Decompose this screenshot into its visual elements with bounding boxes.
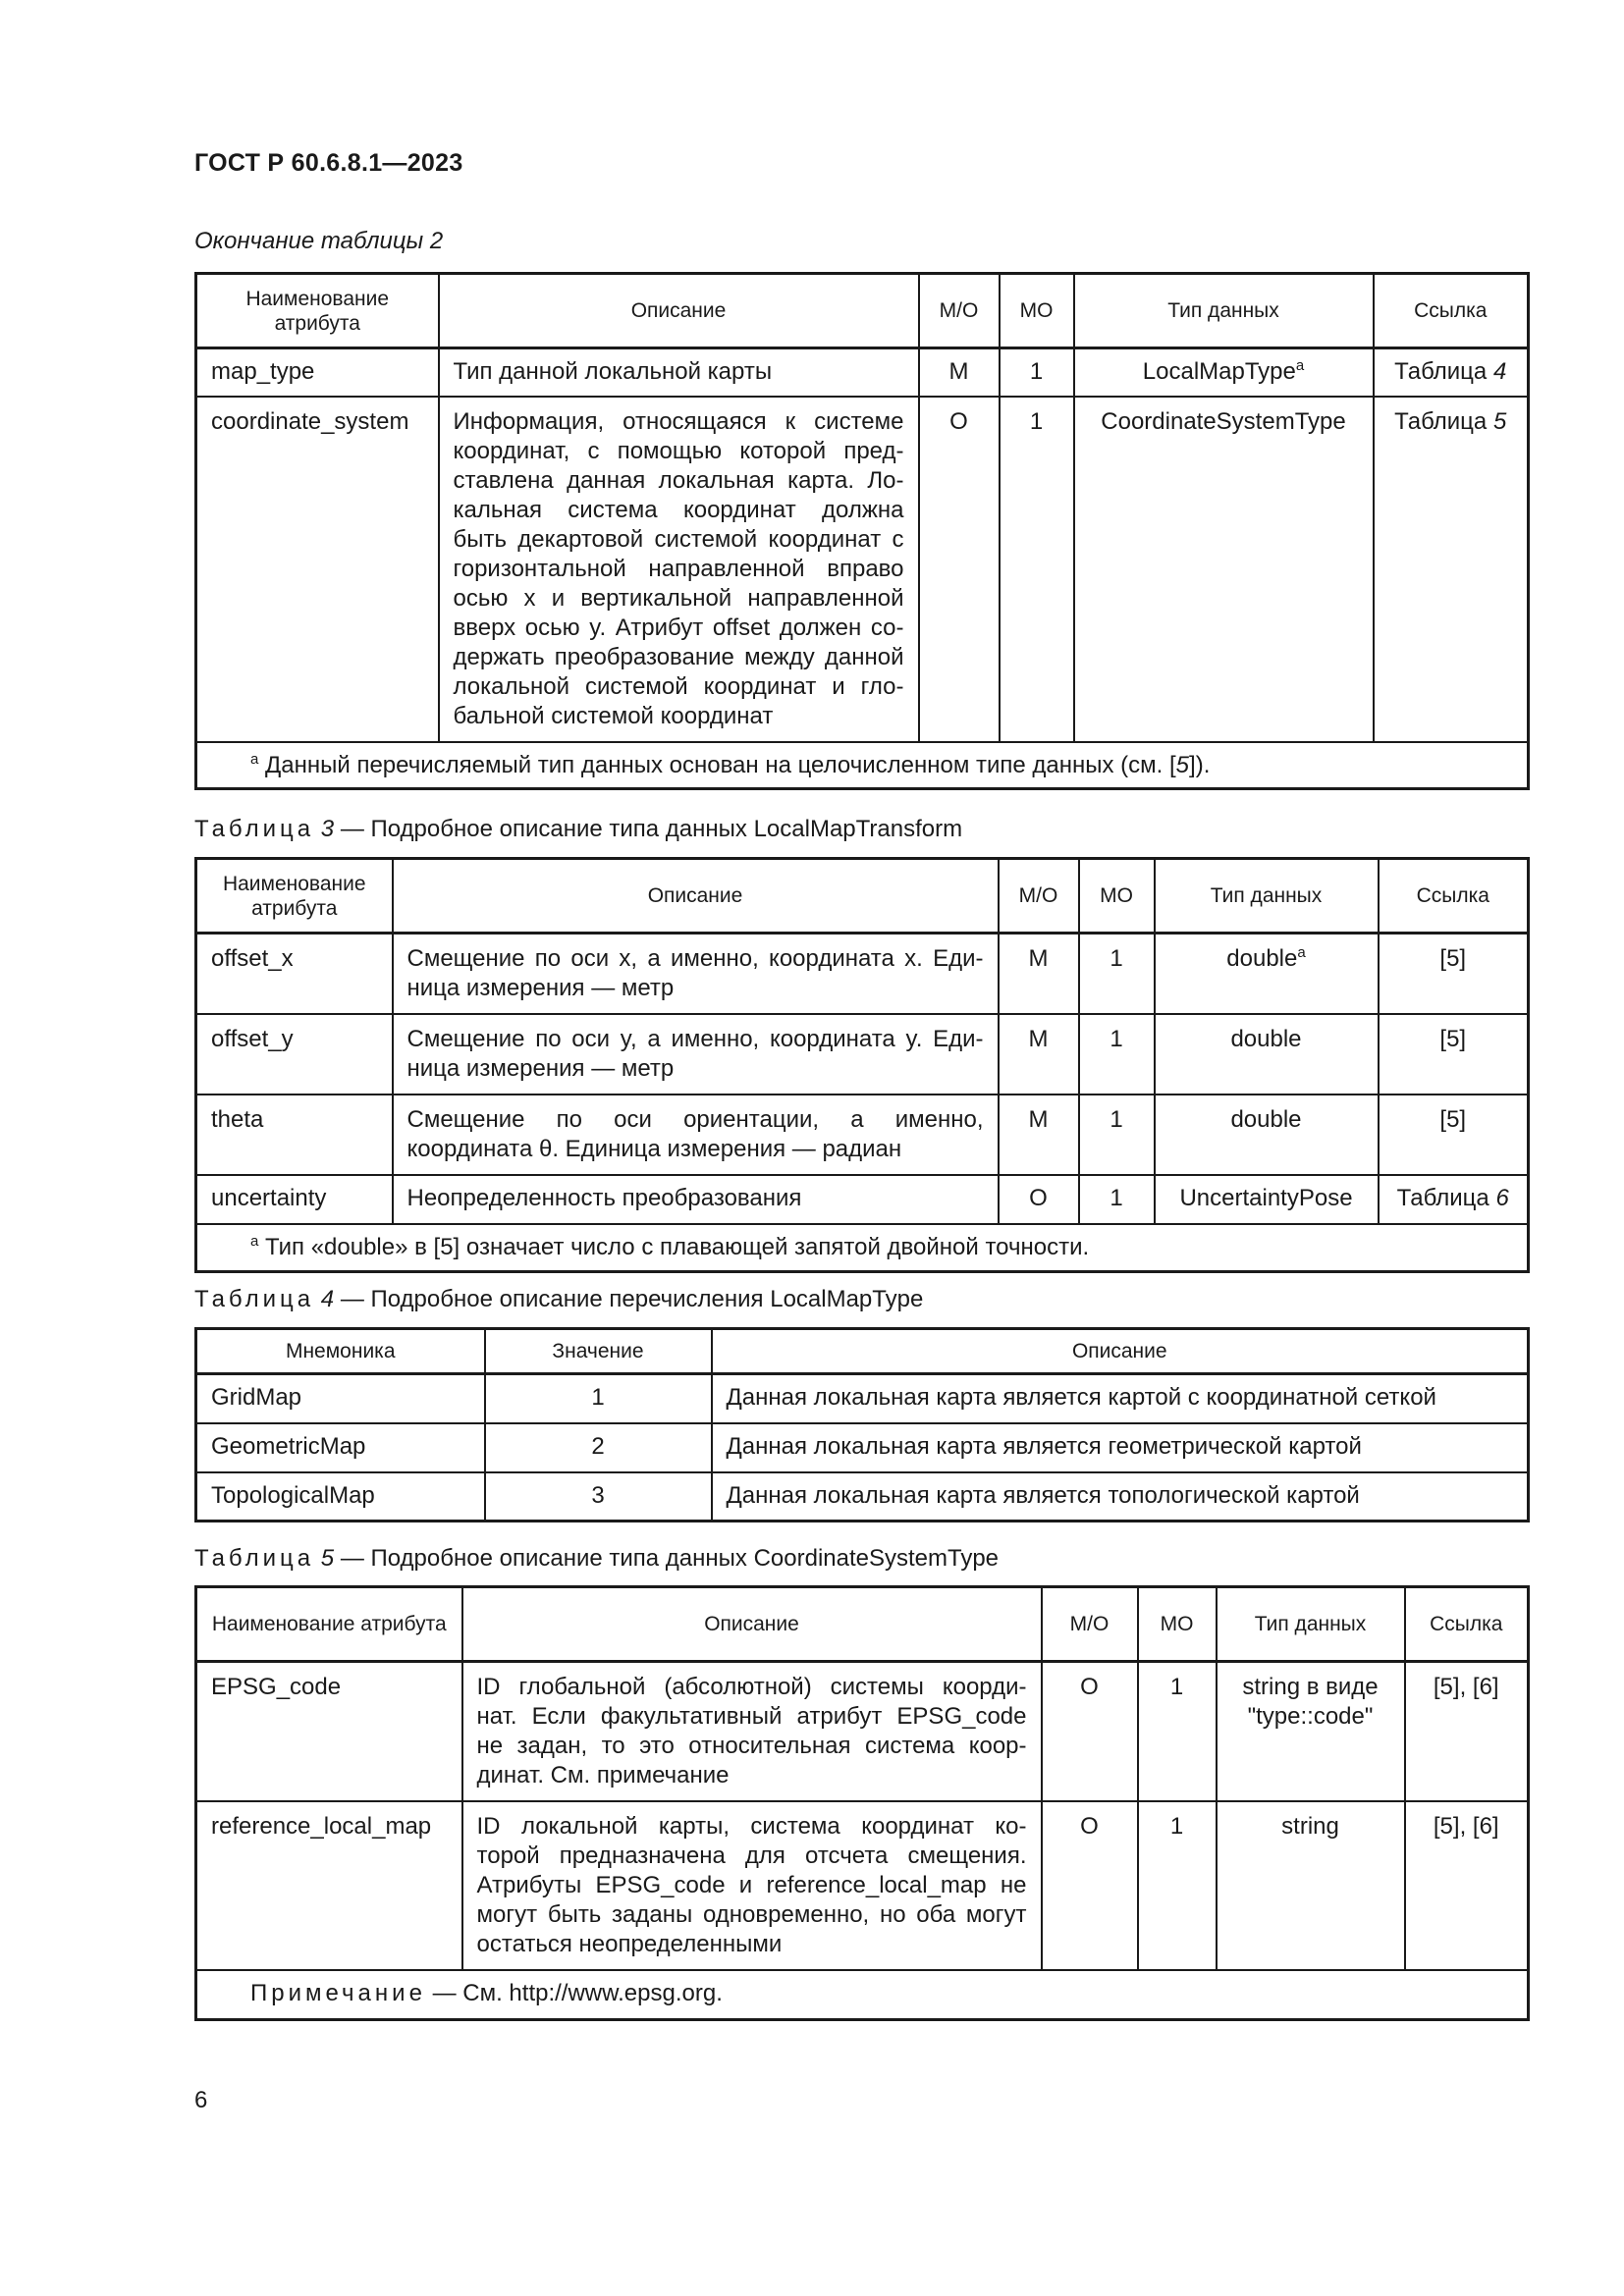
desc-line: вверх осью y. Атрибут offset должен со- (453, 614, 904, 641)
attr-mo2: 1 (1079, 1014, 1155, 1095)
caption-label: Таблица (194, 816, 315, 842)
table3-header-ref: Ссылка (1379, 859, 1529, 934)
ref-prefix: Таблица (1394, 358, 1488, 385)
attr-name: reference_local_map (196, 1801, 462, 1970)
desc-line: Смещение по оси x, а именно, координата x. Еди- (406, 945, 984, 972)
attr-type: double (1155, 1014, 1379, 1095)
attr-type (1217, 1801, 1405, 1970)
table5-note (196, 1970, 1529, 2019)
caption-label: Таблица (194, 1286, 315, 1312)
desc-line: Информация, относящаяся к системе (453, 407, 904, 435)
table3-caption (194, 816, 962, 843)
caption-text: — Подробное описание типа данных CoordinateSystemType (340, 1545, 1000, 1572)
attr-mo1: M (999, 1014, 1079, 1095)
desc-line: ID глобальной (абсолютной) системы коорди- (476, 1674, 1027, 1700)
attr-desc (462, 1801, 1042, 1970)
table-row (196, 1095, 1529, 1175)
desc-line: ница измерения — метр (406, 1055, 675, 1082)
attr-ref: [5] (1379, 934, 1529, 1015)
caption-text: — Подробное описание типа данных LocalMapTransform (340, 816, 963, 842)
table-row (196, 934, 1529, 1015)
enum-desc: Данная локальная карта является картой с координатной сеткой (712, 1374, 1529, 1423)
caption-num: 5 (320, 1545, 335, 1572)
ref-num: 4 (1492, 358, 1507, 385)
desc-line: быть декартовой системой координат с (453, 525, 904, 553)
enum-value: 1 (485, 1374, 712, 1423)
page-number: 6 (194, 2087, 208, 2113)
attr-desc: Тип данной локальной карты (439, 348, 919, 397)
attr-mo2: 1 (1000, 348, 1074, 397)
desc-line: бальной системой координат (453, 702, 774, 729)
desc-line: Смещение по оси ориентации, а именно, (406, 1106, 984, 1133)
ref-prefix: Таблица (1396, 1185, 1489, 1211)
desc-line: нат. Если факультативный атрибут EPSG_code (476, 1703, 1027, 1730)
attr-mo2: 1 (1079, 934, 1155, 1015)
table-row (196, 1801, 1529, 1970)
desc-line: осью x и вертикальной направленной (453, 584, 904, 612)
table-row (196, 397, 1529, 742)
table-row (196, 1175, 1529, 1224)
table3-header-mo2: MO (1079, 859, 1155, 934)
table2-header-name: Наименование атрибута (196, 274, 439, 348)
desc-line: торой предназначена для отсчета смещения. (476, 1842, 1027, 1869)
desc-line: могут быть заданы одновременно, но оба могут (476, 1901, 1027, 1928)
caption-num: 4 (320, 1286, 335, 1312)
attr-ref (1379, 1175, 1529, 1224)
attr-name: theta (196, 1095, 393, 1175)
table2-footnote (196, 742, 1529, 789)
table-row (196, 1662, 1529, 1802)
table5-header-type: Тип данных (1217, 1587, 1405, 1662)
ref-num: 5 (1492, 407, 1507, 435)
attr-mo2: 1 (1138, 1662, 1217, 1802)
footnote-text: Данный перечисляемый тип данных основан на целочисленном типе данных (см. [ (265, 751, 1176, 778)
table4-header-value: Значение (485, 1329, 712, 1374)
table-row (196, 348, 1529, 397)
table4-header-desc: Описание (712, 1329, 1529, 1374)
caption-num: 3 (320, 816, 335, 842)
attr-ref: [5] (1379, 1014, 1529, 1095)
table3-footnote (196, 1224, 1529, 1271)
desc-line: остаться неопределенными (476, 1931, 783, 1957)
table3 (194, 857, 1530, 1273)
attr-name: uncertainty (196, 1175, 393, 1224)
attr-mo1: O (919, 397, 1000, 742)
attr-mo1: O (1042, 1662, 1138, 1802)
attr-mo1: O (1042, 1801, 1138, 1970)
attr-desc: Неопределенность преобразования (393, 1175, 999, 1224)
footnote-text: Тип «double» в [5] означает число с плавающей запятой двойной точности. (265, 1234, 1090, 1260)
desc-line: ставлена данная локальная карта. Ло- (453, 466, 904, 494)
table5-header-mo1: M/O (1042, 1587, 1138, 1662)
attr-type (1217, 1662, 1405, 1802)
table2-header-mo1: M/O (919, 274, 1000, 348)
desc-line: локальной системой координат и гло- (453, 672, 904, 700)
attr-mo1: M (999, 934, 1079, 1015)
desc-line: Атрибуты EPSG_code и reference_local_map не (476, 1872, 1027, 1898)
desc-line: координата θ. Единица измерения — радиан (406, 1136, 902, 1162)
enum-value: 2 (485, 1423, 712, 1472)
attr-mo2: 1 (1079, 1095, 1155, 1175)
desc-line: кальная система координат должна (453, 496, 904, 523)
enum-desc: Данная локальная карта является топологической картой (712, 1472, 1529, 1522)
table-row (196, 1374, 1529, 1423)
caption-label: Таблица (194, 1545, 315, 1572)
desc-line: ница измерения — метр (406, 975, 675, 1001)
table4 (194, 1327, 1530, 1522)
table5-caption (194, 1545, 999, 1573)
table-row (196, 1472, 1529, 1522)
table3-header-name: Наименование атрибута (196, 859, 393, 934)
attr-ref: [5], [6] (1405, 1801, 1529, 1970)
footnote-mark: a (250, 750, 259, 768)
attr-mo2: 1 (1138, 1801, 1217, 1970)
note-label: Примечание (250, 1980, 426, 2006)
table2-header-mo2: MO (1000, 274, 1074, 348)
table2-caption: Окончание таблицы 2 (194, 228, 444, 254)
attr-desc (393, 1014, 999, 1095)
table4-caption (194, 1286, 923, 1313)
attr-name: offset_y (196, 1014, 393, 1095)
table3-header-desc: Описание (393, 859, 999, 934)
type-text: LocalMapType (1142, 358, 1296, 385)
footnote-end: ]). (1189, 751, 1211, 778)
ref-num: 6 (1495, 1185, 1509, 1211)
footnote-ref: 5 (1175, 751, 1190, 778)
attr-ref (1374, 397, 1529, 742)
enum-name: GridMap (196, 1374, 485, 1423)
desc-line: держать преобразование между данной (453, 643, 904, 670)
attr-type (1155, 934, 1379, 1015)
table2-header-desc: Описание (439, 274, 919, 348)
table3-header-type: Тип данных (1155, 859, 1379, 934)
attr-mo1: M (919, 348, 1000, 397)
attr-mo1: M (999, 1095, 1079, 1175)
attr-type (1074, 348, 1374, 397)
table5-header-name: Наименование атрибута (196, 1587, 462, 1662)
table-footnote-row (196, 742, 1529, 789)
type-text: double (1226, 945, 1298, 972)
table-footnote-row (196, 1224, 1529, 1271)
attr-name: EPSG_code (196, 1662, 462, 1802)
attr-mo1: O (999, 1175, 1079, 1224)
attr-name: offset_x (196, 934, 393, 1015)
attr-desc (393, 1095, 999, 1175)
attr-ref: [5], [6] (1405, 1662, 1529, 1802)
attr-desc (462, 1662, 1042, 1802)
enum-name: TopologicalMap (196, 1472, 485, 1522)
document-code: ГОСТ Р 60.6.8.1—2023 (194, 149, 463, 177)
desc-line: ID локальной карты, система координат ко- (476, 1813, 1027, 1840)
table2 (194, 272, 1530, 790)
table3-header-mo1: M/O (999, 859, 1079, 934)
table-row (196, 1423, 1529, 1472)
footnote-mark: a (250, 1233, 259, 1250)
attr-type: double (1155, 1095, 1379, 1175)
table5-header-desc: Описание (462, 1587, 1042, 1662)
attr-mo2: 1 (1000, 397, 1074, 742)
desc-line: не задан, то это относительная система коор- (476, 1733, 1027, 1759)
type-line: "type::code" (1247, 1703, 1374, 1730)
attr-ref (1374, 348, 1529, 397)
type-line: string в виде (1242, 1674, 1379, 1700)
table5-header-ref: Ссылка (1405, 1587, 1529, 1662)
caption-text: — Подробное описание перечисления LocalMapType (340, 1286, 924, 1312)
table-row (196, 1014, 1529, 1095)
desc-line: Смещение по оси y, а именно, координата y. Еди- (406, 1026, 984, 1052)
type-line: string (1281, 1813, 1339, 1840)
attr-mo2: 1 (1079, 1175, 1155, 1224)
footnote-mark: a (1295, 357, 1305, 374)
attr-desc (393, 934, 999, 1015)
enum-name: GeometricMap (196, 1423, 485, 1472)
desc-line: координат, с помощью которой пред- (453, 437, 904, 464)
attr-desc (439, 397, 919, 742)
table-note-row (196, 1970, 1529, 2019)
table5-header-mo2: MO (1138, 1587, 1217, 1662)
enum-value: 3 (485, 1472, 712, 1522)
table2-header-type: Тип данных (1074, 274, 1374, 348)
note-text: — См. http://www.epsg.org. (432, 1980, 723, 2006)
attr-name: map_type (196, 348, 439, 397)
footnote-mark: a (1297, 944, 1306, 961)
table2-header-ref: Ссылка (1374, 274, 1529, 348)
ref-prefix: Таблица (1394, 407, 1488, 435)
desc-line: динат. См. примечание (476, 1762, 730, 1789)
attr-ref: [5] (1379, 1095, 1529, 1175)
desc-line: горизонтальной направленной вправо (453, 555, 904, 582)
attr-type: CoordinateSystemType (1074, 397, 1374, 742)
table4-header-mnemonic: Мнемоника (196, 1329, 485, 1374)
attr-type: UncertaintyPose (1155, 1175, 1379, 1224)
enum-desc: Данная локальная карта является геометрической картой (712, 1423, 1529, 1472)
table5 (194, 1585, 1530, 2021)
attr-name: coordinate_system (196, 397, 439, 742)
